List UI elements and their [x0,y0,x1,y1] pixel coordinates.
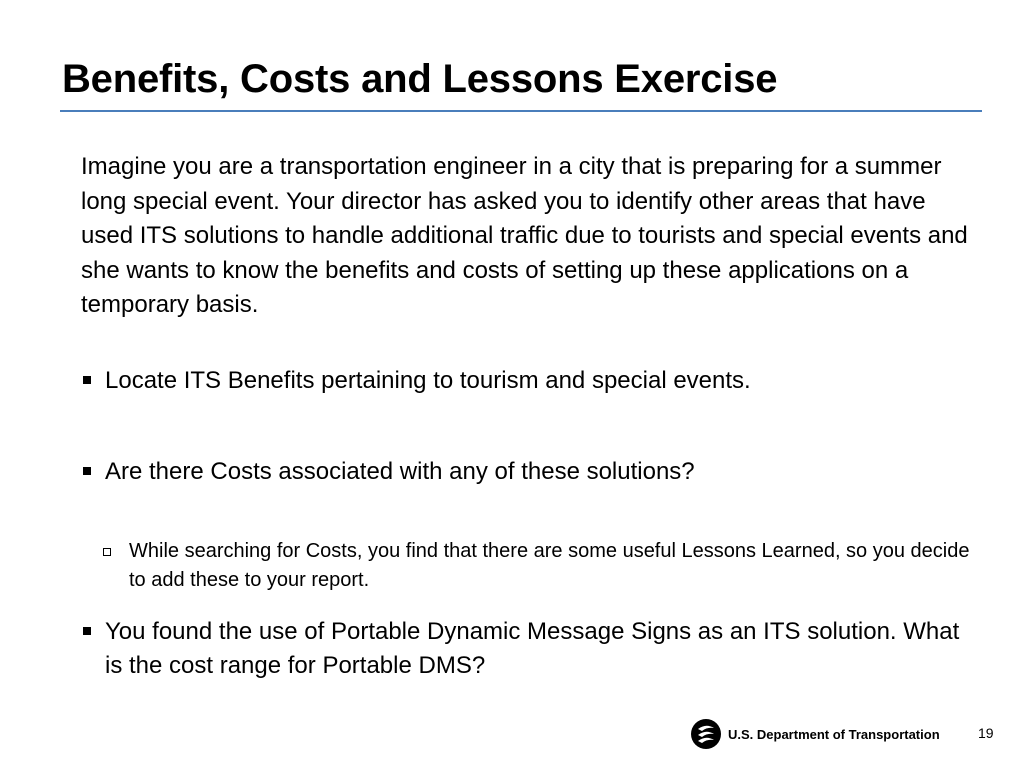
bullet-item [105,455,985,489]
sub-bullet-item [129,537,989,595]
page-number: 19 [978,725,994,741]
hollow-square-bullet-icon [103,548,111,556]
usdot-logo-icon [690,718,722,750]
square-bullet-icon [83,627,91,635]
sub-bullet-text: While searching for Costs, you find that there are some useful Lessons Learned, so you decide to add these to your report. [129,540,970,591]
title-divider [60,110,982,112]
footer-department: U.S. Department of Transportation [728,727,940,742]
square-bullet-icon [83,376,91,384]
bullet-text: Locate ITS Benefits pertaining to tourism and special events. [105,367,751,394]
intro-paragraph: Imagine you are a transportation engineer in a city that is preparing for a summer long special event. Your director has asked you to identify other areas that have used ITS solutions to handle additional traffic due to tourists and special events and she wants to know the benefits and costs of setting up these applications on a temporary basis. [81,153,968,318]
bullet-text: Are there Costs associated with any of these solutions? [105,458,695,485]
slide-title: Benefits, Costs and Lessons Exercise [62,57,778,101]
bullet-text: You found the use of Portable Dynamic Message Signs as an ITS solution. What is the cost range for Portable DMS? [105,618,960,679]
square-bullet-icon [83,467,91,475]
bullet-item [105,615,965,683]
bullet-item [105,364,985,398]
